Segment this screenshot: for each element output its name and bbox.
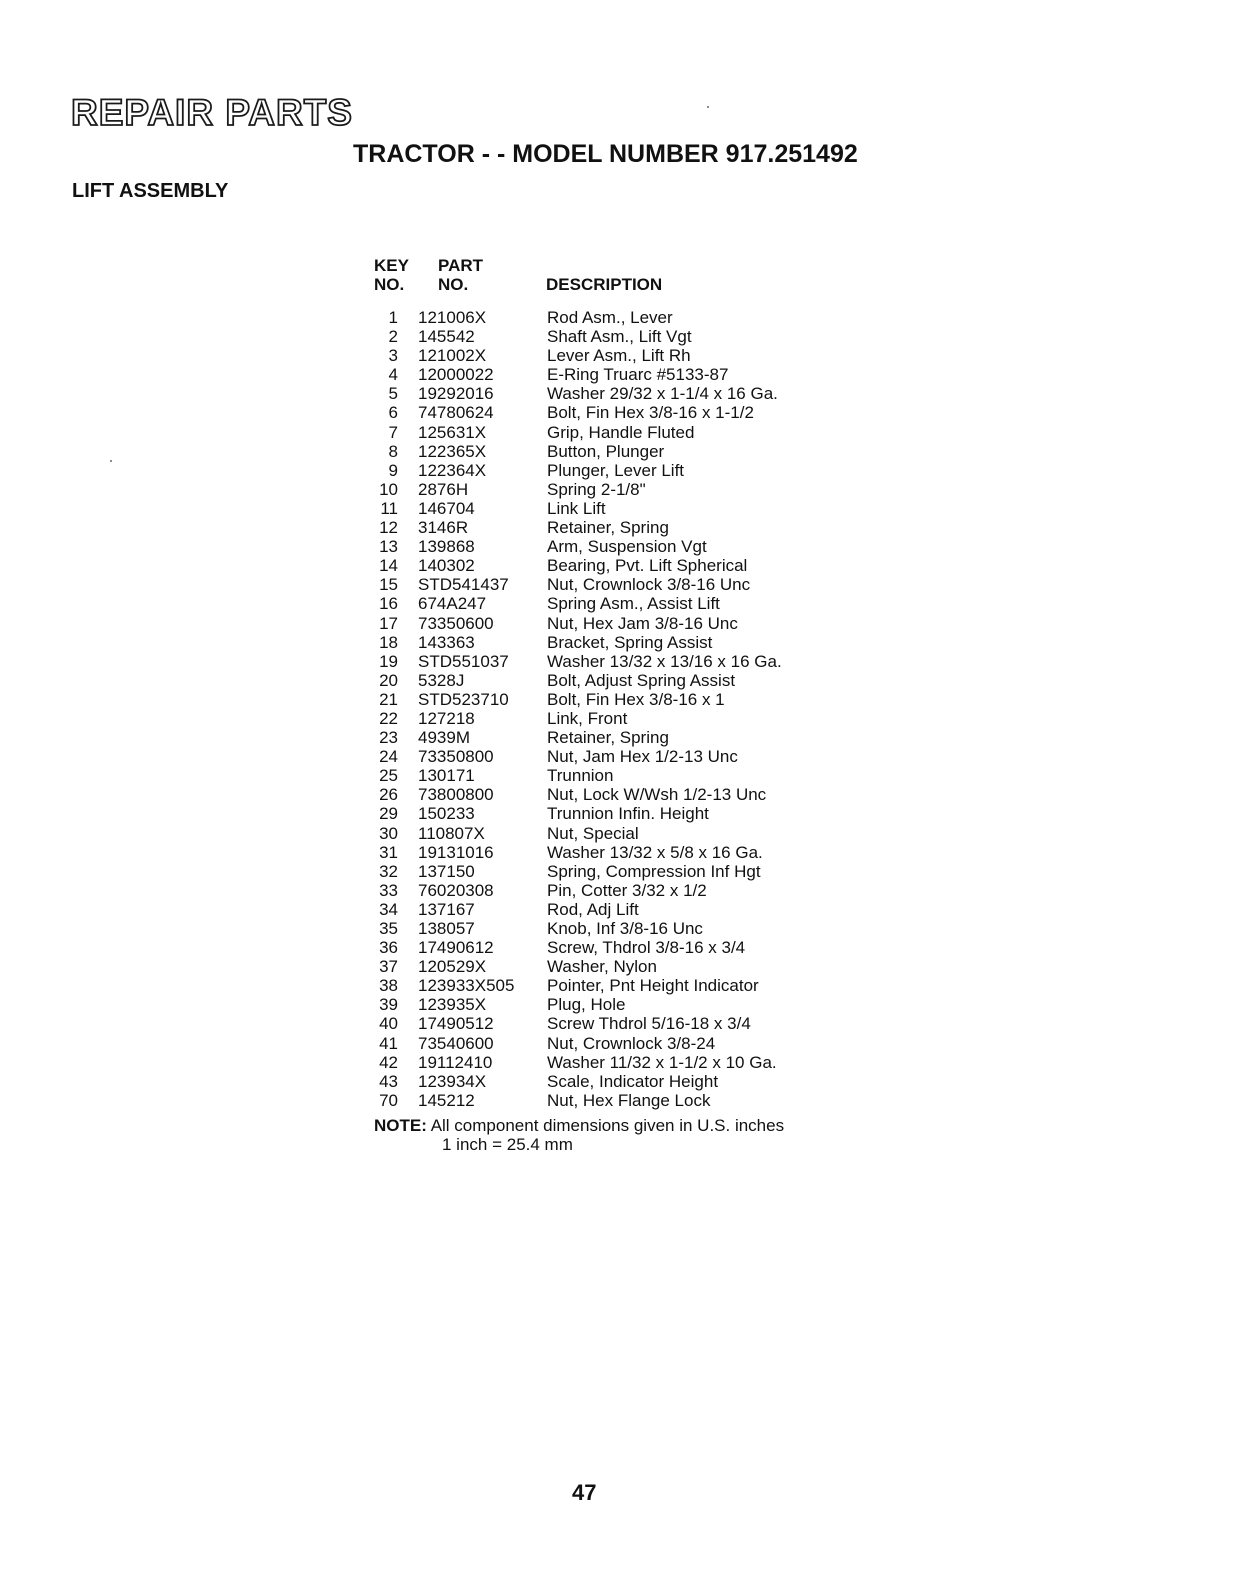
- description-cell: Washer 11/32 x 1-1/2 x 10 Ga.: [547, 1052, 777, 1072]
- key-no-cell: 3: [388, 346, 398, 366]
- part-no-cell: 123935X: [418, 995, 487, 1015]
- part-no-cell: 146704: [418, 498, 475, 518]
- part-no-cell: 73540600: [418, 1033, 494, 1053]
- part-no-cell: 76020308: [418, 880, 494, 900]
- part-no-cell: 5328J: [418, 670, 465, 690]
- scan-speck: [110, 460, 112, 462]
- key-no-cell: 18: [379, 632, 398, 652]
- table-row: [370, 690, 850, 709]
- description-cell: Arm, Suspension Vgt: [547, 537, 707, 557]
- description-cell: Nut, Hex Flange Lock: [547, 1090, 711, 1110]
- description-cell: Grip, Handle Fluted: [547, 422, 695, 442]
- table-row: [370, 709, 850, 728]
- table-row: [370, 919, 850, 938]
- key-no-cell: 38: [379, 976, 398, 996]
- key-no-cell: 8: [388, 441, 398, 461]
- table-row: [370, 556, 850, 575]
- table-row: [370, 1014, 850, 1033]
- key-no-cell: 10: [379, 479, 398, 499]
- part-no-cell: 140302: [418, 556, 475, 576]
- description-cell: Rod, Adj Lift: [547, 899, 639, 919]
- part-no-cell: 125631X: [418, 422, 487, 442]
- part-no-cell: 130171: [418, 766, 475, 786]
- key-no-header-line1: KEY: [374, 256, 409, 275]
- key-no-cell: 42: [379, 1052, 398, 1072]
- key-no-cell: 39: [379, 995, 398, 1015]
- key-no-cell: 23: [379, 728, 398, 748]
- key-no-cell: 29: [379, 804, 398, 824]
- part-no-cell: 73800800: [418, 785, 494, 805]
- description-cell: Washer 29/32 x 1-1/4 x 16 Ga.: [547, 384, 778, 404]
- key-no-cell: 11: [380, 498, 398, 518]
- note-line2: 1 inch = 25.4 mm: [442, 1135, 573, 1154]
- part-no-cell: 17490612: [418, 938, 494, 958]
- description-cell: Trunnion Infin. Height: [547, 804, 709, 824]
- part-no-cell: 2876H: [418, 479, 469, 499]
- table-row: [370, 442, 850, 461]
- key-no-cell: 25: [379, 766, 398, 786]
- key-no-cell: 4: [388, 365, 398, 385]
- part-no-cell: 17490512: [418, 1014, 494, 1034]
- table-row: [370, 594, 850, 613]
- part-no-cell: 73350800: [418, 747, 494, 767]
- description-cell: Spring, Compression Inf Hgt: [547, 861, 761, 881]
- section-heading: LIFT ASSEMBLY: [72, 180, 229, 202]
- part-no-cell: 137150: [418, 861, 475, 881]
- table-row: [370, 804, 850, 823]
- model-heading: TRACTOR - - MODEL NUMBER 917.251492: [353, 140, 858, 168]
- table-row: [370, 423, 850, 442]
- part-no-cell: 73350600: [418, 613, 494, 633]
- part-no-cell: 145542: [418, 327, 475, 347]
- description-cell: Button, Plunger: [547, 441, 665, 461]
- key-no-cell: 2: [388, 327, 398, 347]
- part-no-cell: 121002X: [418, 346, 487, 366]
- key-no-cell: 14: [379, 556, 398, 576]
- table-row: [370, 652, 850, 671]
- parts-list: [370, 308, 850, 1110]
- key-no-cell: 20: [379, 670, 398, 690]
- key-no-cell: 7: [388, 422, 398, 442]
- table-row: [370, 900, 850, 919]
- part-no-cell: 127218: [418, 708, 475, 728]
- table-row: [370, 881, 850, 900]
- table-row: [370, 785, 850, 804]
- description-cell: Plug, Hole: [547, 995, 626, 1015]
- description-cell: Washer 13/32 x 5/8 x 16 Ga.: [547, 842, 763, 862]
- table-row: [370, 499, 850, 518]
- key-no-cell: 5: [388, 384, 398, 404]
- part-no-cell: 3146R: [418, 518, 469, 538]
- table-row: [370, 766, 850, 785]
- table-row: [370, 518, 850, 537]
- part-no-cell: 122364X: [418, 460, 487, 480]
- note-label: NOTE:: [374, 1116, 427, 1135]
- table-row: [370, 957, 850, 976]
- description-header: DESCRIPTION: [546, 275, 663, 294]
- part-no-header-line1: PART: [438, 256, 484, 275]
- table-row: [370, 938, 850, 957]
- page-title: REPAIR PARTS: [71, 92, 353, 133]
- description-cell: Spring 2-1/8": [547, 479, 646, 499]
- part-no-cell: 123934X: [418, 1071, 487, 1091]
- description-cell: Washer, Nylon: [547, 957, 657, 977]
- table-row: [370, 862, 850, 881]
- table-row: [370, 384, 850, 403]
- description-cell: Screw, Thdrol 3/8-16 x 3/4: [547, 938, 746, 958]
- table-row: [370, 824, 850, 843]
- table-row: [370, 403, 850, 422]
- page-number: 47: [572, 1480, 597, 1505]
- description-cell: Nut, Hex Jam 3/8-16 Unc: [547, 613, 738, 633]
- key-no-cell: 6: [388, 403, 398, 423]
- table-row: [370, 365, 850, 384]
- description-cell: Spring Asm., Assist Lift: [547, 594, 720, 614]
- description-cell: Rod Asm., Lever: [547, 308, 673, 327]
- part-no-cell: 110807X: [418, 823, 485, 843]
- description-cell: Pointer, Pnt Height Indicator: [547, 976, 759, 996]
- key-no-cell: 19: [379, 651, 398, 671]
- key-no-cell: 12: [379, 518, 398, 538]
- table-row: [370, 1053, 850, 1072]
- description-cell: Bolt, Fin Hex 3/8-16 x 1-1/2: [547, 403, 754, 423]
- description-cell: Nut, Crownlock 3/8-24: [547, 1033, 716, 1053]
- table-row: [370, 1091, 850, 1110]
- key-no-cell: 37: [379, 957, 398, 977]
- table-row: [370, 327, 850, 346]
- part-no-cell: 123933X505: [418, 976, 515, 996]
- table-row: [370, 747, 850, 766]
- key-no-cell: 43: [379, 1071, 398, 1091]
- description-cell: Shaft Asm., Lift Vgt: [547, 327, 692, 347]
- key-no-cell: 26: [379, 785, 398, 805]
- key-no-cell: 17: [379, 613, 398, 633]
- table-row: [370, 671, 850, 690]
- description-cell: Nut, Special: [547, 823, 639, 843]
- part-no-cell: 19112410: [418, 1052, 493, 1072]
- key-no-cell: 30: [379, 823, 398, 843]
- description-cell: Scale, Indicator Height: [547, 1071, 719, 1091]
- key-no-cell: 15: [379, 575, 398, 595]
- description-cell: Bracket, Spring Assist: [547, 632, 713, 652]
- table-row: [370, 633, 850, 652]
- table-row: [370, 480, 850, 499]
- part-no-header-line2: NO.: [438, 275, 469, 294]
- key-no-cell: 22: [379, 708, 398, 728]
- part-no-cell: 19131016: [418, 842, 494, 862]
- part-no-cell: STD551037: [418, 651, 509, 671]
- part-no-cell: 145212: [418, 1090, 475, 1110]
- description-cell: Bearing, Pvt. Lift Spherical: [547, 556, 748, 576]
- key-no-cell: 36: [379, 938, 398, 958]
- description-cell: Link, Front: [547, 708, 628, 728]
- description-cell: Lever Asm., Lift Rh: [547, 346, 691, 366]
- dimension-note: [374, 1116, 784, 1154]
- part-no-cell: 139868: [418, 537, 475, 557]
- description-cell: Plunger, Lever Lift: [547, 460, 685, 480]
- table-row: [370, 976, 850, 995]
- key-no-cell: 70: [379, 1090, 398, 1110]
- description-cell: Screw Thdrol 5/16-18 x 3/4: [547, 1014, 751, 1034]
- part-no-cell: 137167: [418, 899, 475, 919]
- part-no-cell: STD523710: [418, 689, 509, 709]
- part-no-cell: 4939M: [418, 728, 470, 748]
- key-no-cell: 1: [388, 308, 398, 327]
- part-no-cell: 121006X: [418, 308, 487, 327]
- key-no-cell: 16: [379, 594, 398, 614]
- key-no-cell: 35: [379, 919, 398, 938]
- part-no-cell: 12000022: [418, 365, 494, 385]
- part-no-cell: 138057: [418, 919, 475, 938]
- part-no-cell: 19292016: [418, 384, 494, 404]
- part-no-cell: 122365X: [418, 441, 487, 461]
- part-no-cell: STD541437: [418, 575, 509, 595]
- description-cell: Bolt, Fin Hex 3/8-16 x 1: [547, 689, 725, 709]
- description-cell: Trunnion: [547, 766, 614, 786]
- description-cell: Knob, Inf 3/8-16 Unc: [547, 919, 703, 938]
- key-no-cell: 41: [379, 1033, 398, 1053]
- description-cell: Link Lift: [547, 498, 606, 518]
- key-no-cell: 9: [388, 460, 398, 480]
- part-no-cell: 74780624: [418, 403, 494, 423]
- table-row: [370, 995, 850, 1014]
- key-no-cell: 13: [379, 537, 398, 557]
- description-cell: Pin, Cotter 3/32 x 1/2: [547, 880, 707, 900]
- table-row: [370, 308, 850, 327]
- key-no-cell: 24: [379, 747, 398, 767]
- table-row: [370, 843, 850, 862]
- table-row: [370, 346, 850, 365]
- table-row: [370, 537, 850, 556]
- table-row: [370, 575, 850, 594]
- key-no-cell: 33: [379, 880, 398, 900]
- description-cell: Washer 13/32 x 13/16 x 16 Ga.: [547, 651, 782, 671]
- key-no-header-line2: NO.: [374, 275, 405, 294]
- part-no-cell: 143363: [418, 632, 475, 652]
- table-row: [370, 461, 850, 480]
- table-row: [370, 728, 850, 747]
- part-no-cell: 150233: [418, 804, 475, 824]
- key-no-cell: 40: [379, 1014, 398, 1034]
- part-no-cell: 120529X: [418, 957, 487, 977]
- table-row: [370, 614, 850, 633]
- description-cell: Nut, Jam Hex 1/2-13 Unc: [547, 747, 738, 767]
- key-no-cell: 32: [379, 861, 398, 881]
- description-cell: Retainer, Spring: [547, 518, 669, 538]
- scan-speck: [707, 106, 709, 108]
- description-cell: E-Ring Truarc #5133-87: [547, 365, 729, 385]
- table-row: [370, 1072, 850, 1091]
- description-cell: Bolt, Adjust Spring Assist: [547, 670, 736, 690]
- part-no-cell: 674A247: [418, 594, 487, 614]
- key-no-cell: 31: [379, 842, 398, 862]
- description-cell: Nut, Lock W/Wsh 1/2-13 Unc: [547, 785, 767, 805]
- description-cell: Retainer, Spring: [547, 728, 669, 748]
- description-cell: Nut, Crownlock 3/8-16 Unc: [547, 575, 751, 595]
- note-line1: All component dimensions given in U.S. inches: [430, 1116, 785, 1135]
- table-row: [370, 1034, 850, 1053]
- key-no-cell: 34: [379, 899, 398, 919]
- key-no-cell: 21: [379, 689, 398, 709]
